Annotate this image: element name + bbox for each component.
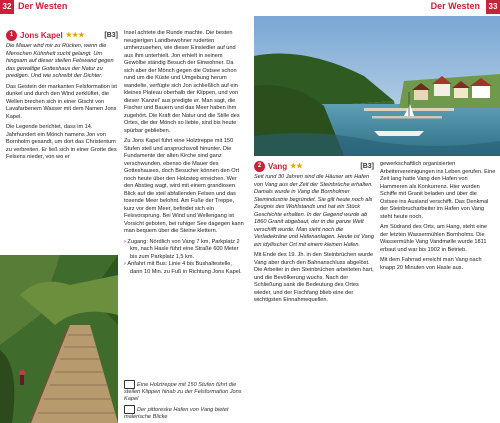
body-paragraph: Die Legende berichtet, dass im 14. Jahrhundert ein Mönch namens Jon von Bornholm gesandt, um dort das Christentum zu verbreiten. Er ließ sich in einer Grotte des Felsens nieder, von wo er (6, 124, 117, 160)
photo-vang-harbor (254, 16, 500, 156)
harbor-illustration (254, 16, 500, 156)
caption-text: Eine Holztreppe mit 150 Stufen führt die steilen Klippen hinab zu der Felsformation Jons Kapel (124, 381, 242, 402)
poi-number-badge: 1 (6, 30, 17, 41)
body-paragraph: Das Gestein der markanten Felsformation ist dunkel und durch den Wind zerklüftet, die Wellen brechen sich in einer Gischt von Lavafarbenem Wasser mit dem Namen Jons Kapel. (6, 83, 117, 120)
poi-heading-jons-kapel (6, 30, 118, 41)
header-right (250, 0, 500, 14)
poi-title: Jons Kapel (20, 30, 63, 40)
jons-kapel-column-2 (124, 30, 244, 276)
body-paragraph: gewerkschaftlich organisierten Arbeitervereinigungen ins Leben gerufen. Eine Zeit lang hatte Vang den Hafen von Hammeren als Konkurrenz. Hier wurden Schiffe mit Granit beladen und über die Ostsee ins Ausland verschifft. Das Denkmal der Steinbrucharbeiter im Hafen von Vang steht heute noch. (380, 161, 496, 220)
body-paragraph: Zu Jons Kapel führt eine Holztreppe mit 150 Stufen steil und anspruchsvoll hinunter. Die Fundamente der alten Kirche sind ganz verschwunden, ebenso die Mauer des Gotteshauses, doch Besucher können den Ort noch heute über den Holzsteg erreichen. Wer den Abstieg wagt, wird mit einem grandiosen Blick auf die steil abfallenden Felsen und das tosende Meer belohnt. Am Fuße der Treppe, kurz vor dem Meer, befindet sich ein Felsvorsprung. Bei Wind und Wellengang ist Vorsicht geboten, bei ruhiger See dagegen kann man bequem über die Steine klettern. (124, 138, 244, 234)
jons-kapel-column-1 (6, 30, 118, 162)
poi-number-badge: 2 (254, 161, 265, 172)
body-paragraph: Insel achtete die Runde machte. Die besten neugierigen Landbewohner ruderten umherzusehen, wie dieser Einsiedler auf und aus ihm unterhielt. Jon erhielt in seinem Gewölbe ständig Besuch der Einwohner. Da sich aber der Mönch gegen die Ostsee schon rund um die Küste und Umgebung herum wandelte, verfügte sich Jon schließlich auf ein kleines Plateau oberhalb der Klippen, und von dieser 'Kanzel' aus predigte er. Man sagt, die Fischer und Bauern und das Meer haben ihm zugehört. Die Kraft der Natur und die Stille des Ortes, die der Mönch so liebte, sind bis heute spürbar geblieben. (124, 30, 240, 134)
map-grid-reference: [B3] (104, 31, 118, 39)
caption-text: Der pittoreske Hafen von Vang bietet malerische Blicke (124, 406, 229, 420)
intro-paragraph: Die Mauer wird mir zu Rücken, wenn die Menschen Kühnheit sucht gelangt. Um hingsam auf dieser steilen Felswand gegen das gewaltige Gotteshaus der Natur zu predigen. Und wie schreibt der Dichter. (6, 43, 114, 79)
body-paragraph: Am Südrand des Orts, am Hang, steht eine der letzten Wassermühlen Bornholms. Die Wassermühle Vang Vandmølle wurde 1811 erbaut und war bis 1902 in Betrieb. (380, 224, 487, 253)
photo-caption-icon (124, 405, 135, 414)
practical-info-list (124, 239, 244, 277)
chapter-title-left: Der Westen (18, 1, 68, 11)
intro-paragraph: Seit rund 30 Jahren sind die Häuser am Hafen von Vang aus der Zeit der Steinbrüche erhalten. Damals wurde in Vang die Bornholmer Steinindustrie begründet. Sie gilt heute noch als Zeugnis des Wohlstands und hat ein Stück Geschichte erhalten. In der Gegend wurde ab 1860 Granit abgebaut, der in die ganze Welt verschifft wurde. Man sieht noch die Verladekräne und Hafenanlagen. Heute ist Vang ein idyllischer Ort mit einem kleinen Hafen. (254, 174, 374, 248)
vang-column-1 (254, 161, 374, 305)
stairs-illustration (0, 255, 118, 423)
chapter-title-right: Der Westen (430, 1, 480, 11)
photo-wooden-stairs (0, 255, 118, 423)
poi-title: Vang (268, 161, 288, 171)
page-number-left: 32 (0, 0, 14, 14)
list-item: › Zugang: Nördlich von Vang 7 km, Parkplatz 2 km, nach Hasle führt eine Straße 600 Meter bis zum Parkplatz 1,5 km. (130, 239, 244, 262)
photo-caption-icon (124, 380, 135, 389)
map-grid-reference: [B3] (360, 162, 374, 170)
header-left (0, 0, 250, 14)
body-paragraph: Mit dem Fahrrad erreicht man Vang nach knapp 20 Minuten von Hasle aus. (380, 257, 482, 271)
body-paragraph: Mit Ende des 19. Jh. in den Steinbrüchen wurde Vang aber durch den Bahnanschluss abgelöst. Die Arbeiter in den Steinbrüchen arbeiteten hart, und die Bevölkerung wuchs. Nach der Schließung sank die Bedeutung des Ortes wieder, und der Fischfang blieb eine der wichtigsten Einnahmequellen. (254, 252, 374, 303)
vang-column-2 (380, 161, 496, 272)
caption-vang (124, 405, 242, 421)
list-item: › Anfahrt mit Bus: Linie 4 bis Bushaltestelle, dann 10 Min. zu Fuß in Richtung Jons Kapel. (130, 261, 244, 276)
caption-stairs (124, 380, 242, 403)
rating-stars: ★★★ (65, 31, 85, 39)
rating-stars: ★★ (290, 162, 303, 170)
poi-heading-vang (254, 161, 374, 172)
page-number-right: 33 (486, 0, 500, 14)
